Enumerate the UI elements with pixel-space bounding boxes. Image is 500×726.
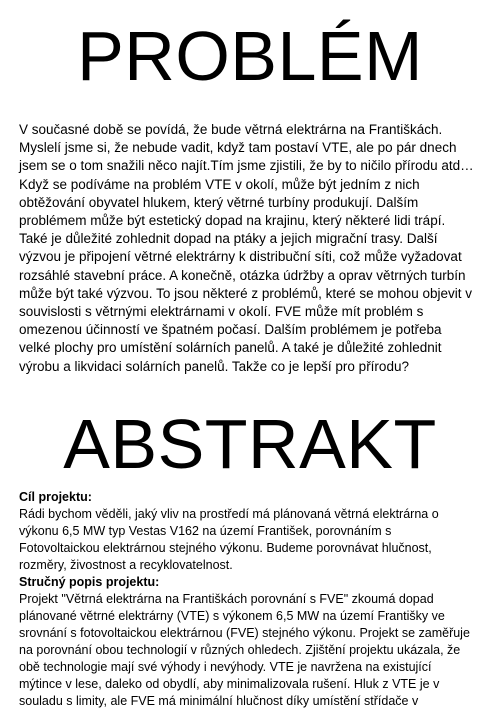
summary-line: Projekt "Větrná elektrárna na Františkách porovnání s FVE" zkoumá dopad <box>19 592 434 606</box>
summary-line: plánované větrné elektrárny (VTE) s výkonem 6,5 MW na území Františky ve <box>19 609 445 623</box>
problem-line: může být také výzvou. To jsou některé z problémů, které se mohou objevit v <box>19 285 472 301</box>
goal-label: Cíl projektu: <box>19 490 92 504</box>
problem-line: Také je důležité zohlednit dopad na ptáky a jejich migrační trasy. Další <box>19 231 438 247</box>
problem-line: výrobu a likvidaci solárních panelů. Takže co je lepší pro přírodu? <box>19 358 409 374</box>
summary-line: souladu s limity, ale FVE má minimální hlučnost díky umístění střídače v <box>19 694 419 708</box>
goal-line: výkonu 6,5 MW typ Vestas V162 na území František, porovnáním s <box>19 524 392 538</box>
abstrakt-section <box>19 489 487 710</box>
problem-line: jsem se o tom snažili něco najít.Tím jsme zjistili, že by to ničilo přírodu atd… <box>19 158 474 174</box>
problem-line: rozsáhlé stavební práce. A konečně, otázka údržby a oprav větrných turbín <box>19 267 466 283</box>
problem-line: problémem může být estetický dopad na krajinu, který některé lidi trápí. <box>19 213 446 229</box>
summary-line: srovnání s fotovoltaickou elektrárnou (FVE) stejného výkonu. Projekt se zaměřuje <box>19 626 470 640</box>
abstrakt-heading: ABSTRAKT <box>63 405 437 483</box>
problem-line: omezenou účinností ve špatném počasí. Dalším problémem je potřeba <box>19 322 442 338</box>
problem-line: Myslelí jsme si, že nebude vadit, když tam postaví VTE, ale po pár dnech <box>19 140 457 156</box>
problem-line: Když se podíváme na problém VTE v okolí, může být jedním z nich <box>19 176 420 192</box>
goal-line: Fotovoltaickou elektrárnou stejného výkonu. Budeme porovnávat hlučnost, <box>19 541 432 555</box>
problem-line: výzvou je připojení větrné elektrárny k distribuční síti, což může vyžadovat <box>19 249 462 265</box>
summary-line: mýtince v lese, daleko od obydlí, aby minimalizovala rušení. Hluk z VTE je v <box>19 677 440 691</box>
goal-line: Rádi bychom věděli, jaký vliv na prostředí má plánovaná větrná elektrárna o <box>19 507 439 521</box>
problem-line: obtěžování obyvatel hlukem, který větrné turbíny produkují. Dalším <box>19 194 419 210</box>
summary-line: obě technologie mají své výhody i nevýhody. VTE je navržena na existující <box>19 660 432 674</box>
problem-heading: PROBLÉM <box>77 17 423 95</box>
problem-line: V současné době se povídá, že bude větrná elektrárna na Františkách. <box>19 122 443 137</box>
summary-line: na porovnání obou technologií v různých ohledech. Zjištění projektu ukázala, že <box>19 643 461 657</box>
goal-line: rozměry, živostnost a recyklovatelnost. <box>19 558 233 572</box>
summary-label: Stručný popis projektu: <box>19 575 160 589</box>
problem-paragraph <box>19 121 487 376</box>
problem-line: velké plochy pro umístění solárních panelů. A také je důležité zohlednit <box>19 340 442 356</box>
problem-line: souvislosti s větrnými elektrárnami v okolí. FVE může mít problém s <box>19 304 424 320</box>
